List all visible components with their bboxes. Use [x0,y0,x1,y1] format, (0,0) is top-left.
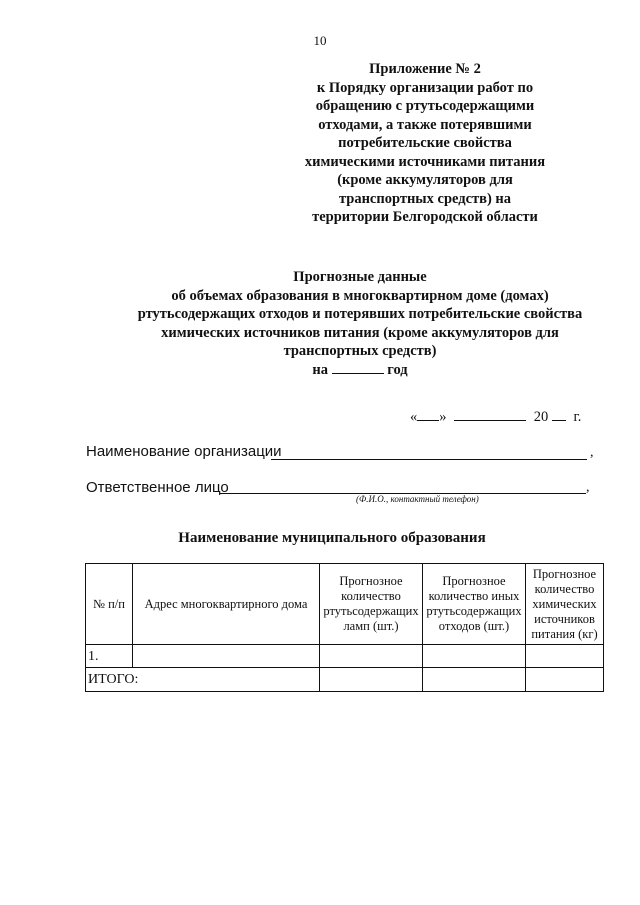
year-abbrev: г. [573,409,582,425]
title-line: об объемах образования в многоквартирном доме (домах) [171,287,549,304]
row-number-cell: 1. [86,645,133,668]
appendix-line: к Порядку организации работ по [316,79,534,96]
appendix-line: Приложение № 2 [369,61,481,77]
open-quote: « [410,409,418,425]
appendix-line: отходами, а также потерявшими [318,116,532,133]
total-batteries-cell[interactable] [526,668,604,692]
title-line: химических источников питания (кроме аккумуляторов для [161,324,559,341]
other-waste-cell[interactable] [423,645,526,668]
table-row [86,645,604,668]
month-blank[interactable] [454,408,526,421]
organization-line[interactable] [271,459,587,460]
century: 20 [533,409,549,425]
title-line: ртутьсодержащих отходов и потерявших потребительские свойства [137,306,583,322]
title-year-line [60,361,640,380]
responsible-label: Ответственное лицо [86,479,229,496]
organization-label: Наименование организации [86,443,282,460]
forecast-table [85,563,604,692]
appendix-line: (кроме аккумуляторов для [337,172,513,188]
total-label: ИТОГО: [86,668,320,692]
address-cell[interactable] [133,645,320,668]
year-digits-blank[interactable] [552,408,566,421]
year-suffix: год [387,361,408,378]
appendix-line: химическими источниками питания [304,153,546,170]
total-other-waste-cell[interactable] [423,668,526,692]
batteries-cell[interactable] [526,645,604,668]
day-blank[interactable] [417,408,439,421]
col-header-other-waste: Прогнозное количество иных ртутьсодержащих отходов (шт.) [423,564,526,645]
title-line: транспортных средств) [283,343,437,359]
organization-line-comma: , [590,445,594,460]
col-header-address: Адрес многоквартирного дома [133,564,320,645]
table-total-row [86,668,604,692]
municipality-title: Наименование муниципального образования [178,530,486,546]
responsible-line-comma: , [586,480,590,495]
year-blank[interactable] [332,361,384,374]
appendix-line: потребительские свойства [338,135,512,151]
page-number: 10 [313,33,327,48]
lamps-cell[interactable] [320,645,423,668]
appendix-line: территории Белгородской области [312,209,538,225]
table-header-row [86,564,604,645]
col-header-number: № п/п [86,564,133,645]
appendix-line: обращению с ртутьсодержащими [315,98,535,114]
total-lamps-cell[interactable] [320,668,423,692]
date-line [410,408,581,426]
close-quote: » [439,409,447,425]
year-prefix: на [312,361,328,378]
title-line: Прогнозные данные [293,269,427,285]
col-header-lamps: Прогнозное количество ртутьсодержащих ламп (шт.) [320,564,423,645]
appendix-line: транспортных средств) на [338,190,512,207]
responsible-hint: (Ф.И.О., контактный телефон) [356,494,479,504]
col-header-batteries: Прогнозное количество химических источников питания (кг) [526,564,604,645]
appendix-header [300,60,550,227]
report-title [60,268,640,379]
